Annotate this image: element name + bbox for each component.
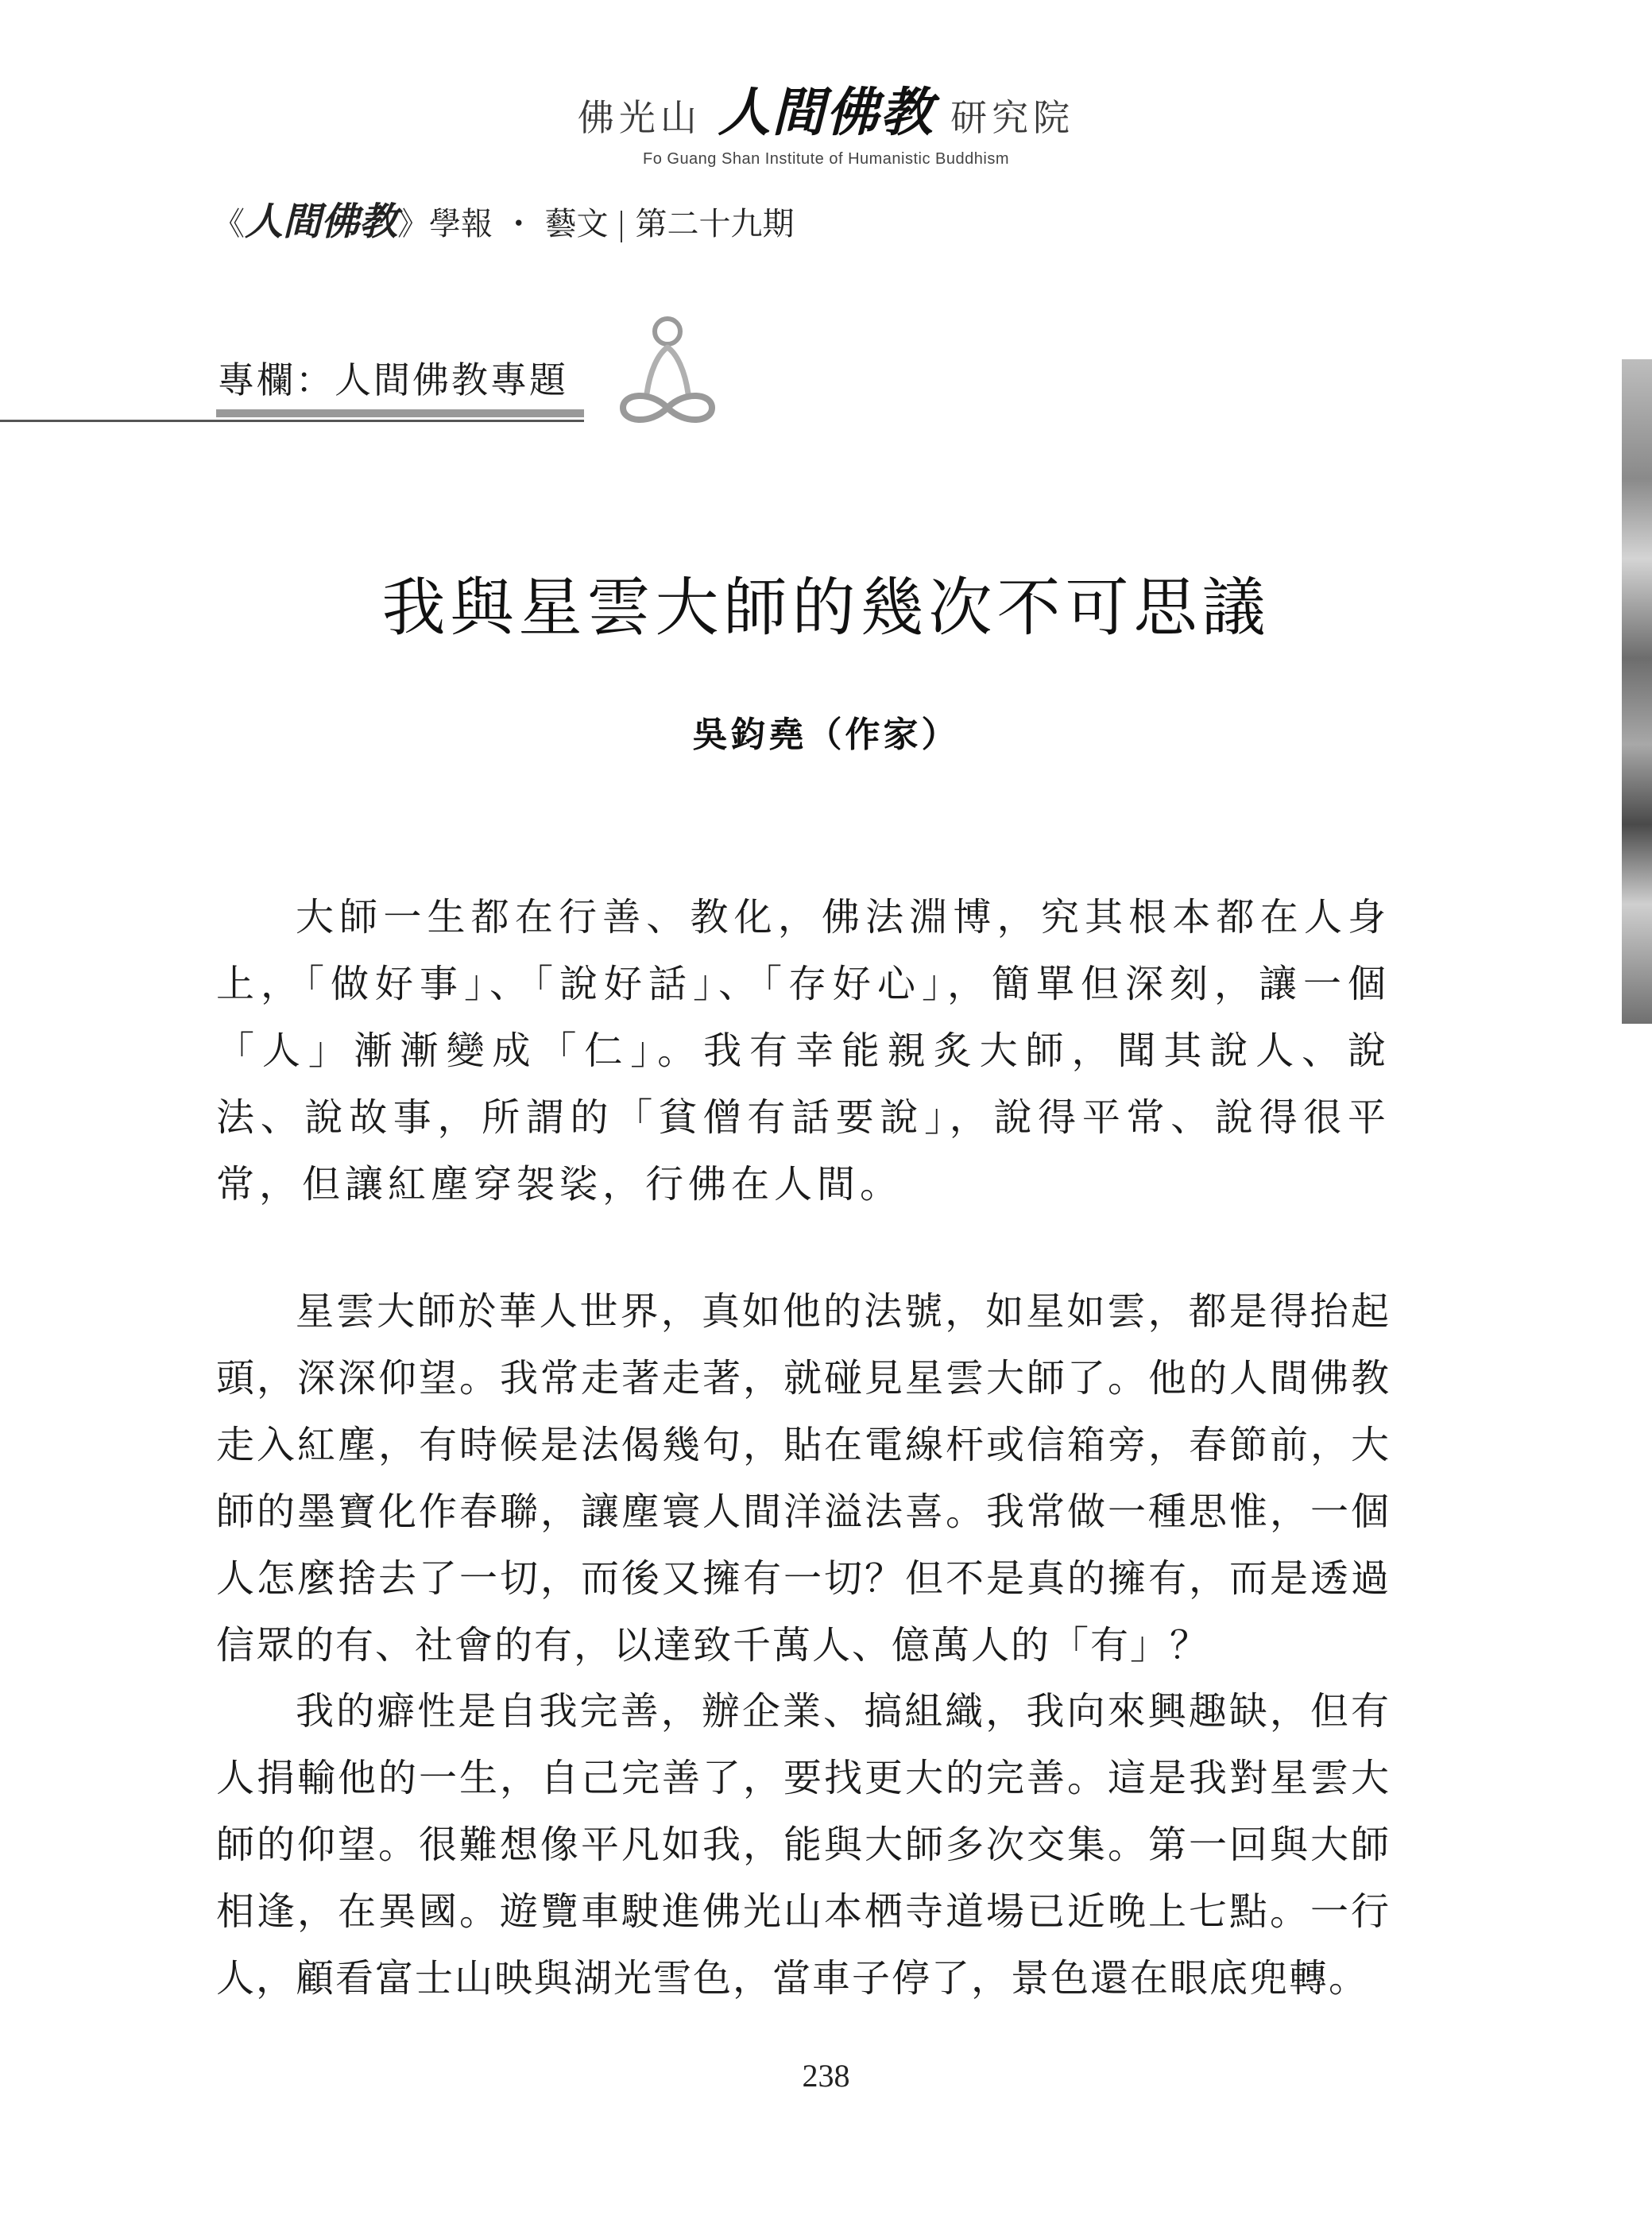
journal-dot: ・	[502, 206, 535, 242]
institute-header	[0, 70, 1652, 169]
page-number: 238	[802, 2058, 850, 2094]
journal-close-bracket: 》	[397, 206, 430, 242]
institute-name	[0, 70, 1652, 145]
body-paragraph: 大師一生都在行善、教化，佛法淵博，究其根本都在人身上，「做好事」、「說好話」、「存好心」，簡單但深刻，讓一個「人」漸漸變成「仁」。我有幸能親炙大師，聞其說人、說法、說故事，所謂的「貧僧有話要說」，說得平常、說得很平常，但讓紅塵穿袈裟，行佛在人間。	[216, 895, 1391, 1207]
institute-english-name: Fo Guang Shan Institute of Humanistic Buddhism	[642, 150, 1009, 168]
journal-issue: 第二十九期	[635, 206, 795, 242]
journal-section: 藝文	[544, 206, 609, 242]
article-author: 吳鈞堯（作家）	[692, 715, 960, 755]
edge-photo-strip	[1622, 359, 1652, 1024]
body-paragraph: 星雲大師於華人世界，真如他的法號，如星如雲，都是得抬起頭，深深仰望。我常走著走著，就碰見星雲大師了。他的人間佛教走入紅塵，有時候是法偈幾句，貼在電線杆或信箱旁，春節前，大師的墨寶化作春聯，讓塵寰人間洋溢法喜。我常做一種思惟，一個人怎麼捨去了一切，而後又擁有一切？但不是真的擁有，而是透過信眾的有、社會的有，以達致千萬人、億萬人的「有」？	[216, 1289, 1391, 1668]
body-paragraph: 我的癖性是自我完善，辦企業、搞組織，我向來興趣缺，但有人捐輸他的一生，自己完善了，要找更大的完善。這是我對星雲大師的仰望。很難想像平凡如我，能與大師多次交集。第一回與大師相逢，在異國。遊覽車駛進佛光山本栖寺道場已近晚上七點。一行人，顧看富士山映與湖光雪色，當車子停了，景色還在眼底兜轉。	[216, 1689, 1391, 2001]
journal-line	[213, 191, 794, 246]
brand-left: 佛光山	[577, 96, 702, 139]
column-underline-thin	[0, 420, 584, 422]
column-underline-bold	[216, 409, 584, 417]
column-label: 專欄：人間佛教專題	[218, 358, 568, 401]
article-title: 我與星雲大師的幾次不可思議	[381, 571, 1271, 645]
brand-script-logo: 人間佛教	[718, 81, 934, 143]
brand-right: 研究院	[950, 96, 1075, 139]
journal-script-logo: 人間佛教	[245, 200, 398, 244]
meditating-figure-icon	[612, 314, 723, 433]
journal-name-tail: 學報	[429, 206, 493, 242]
journal-open-bracket: 《	[213, 206, 245, 242]
journal-separator	[621, 211, 622, 242]
